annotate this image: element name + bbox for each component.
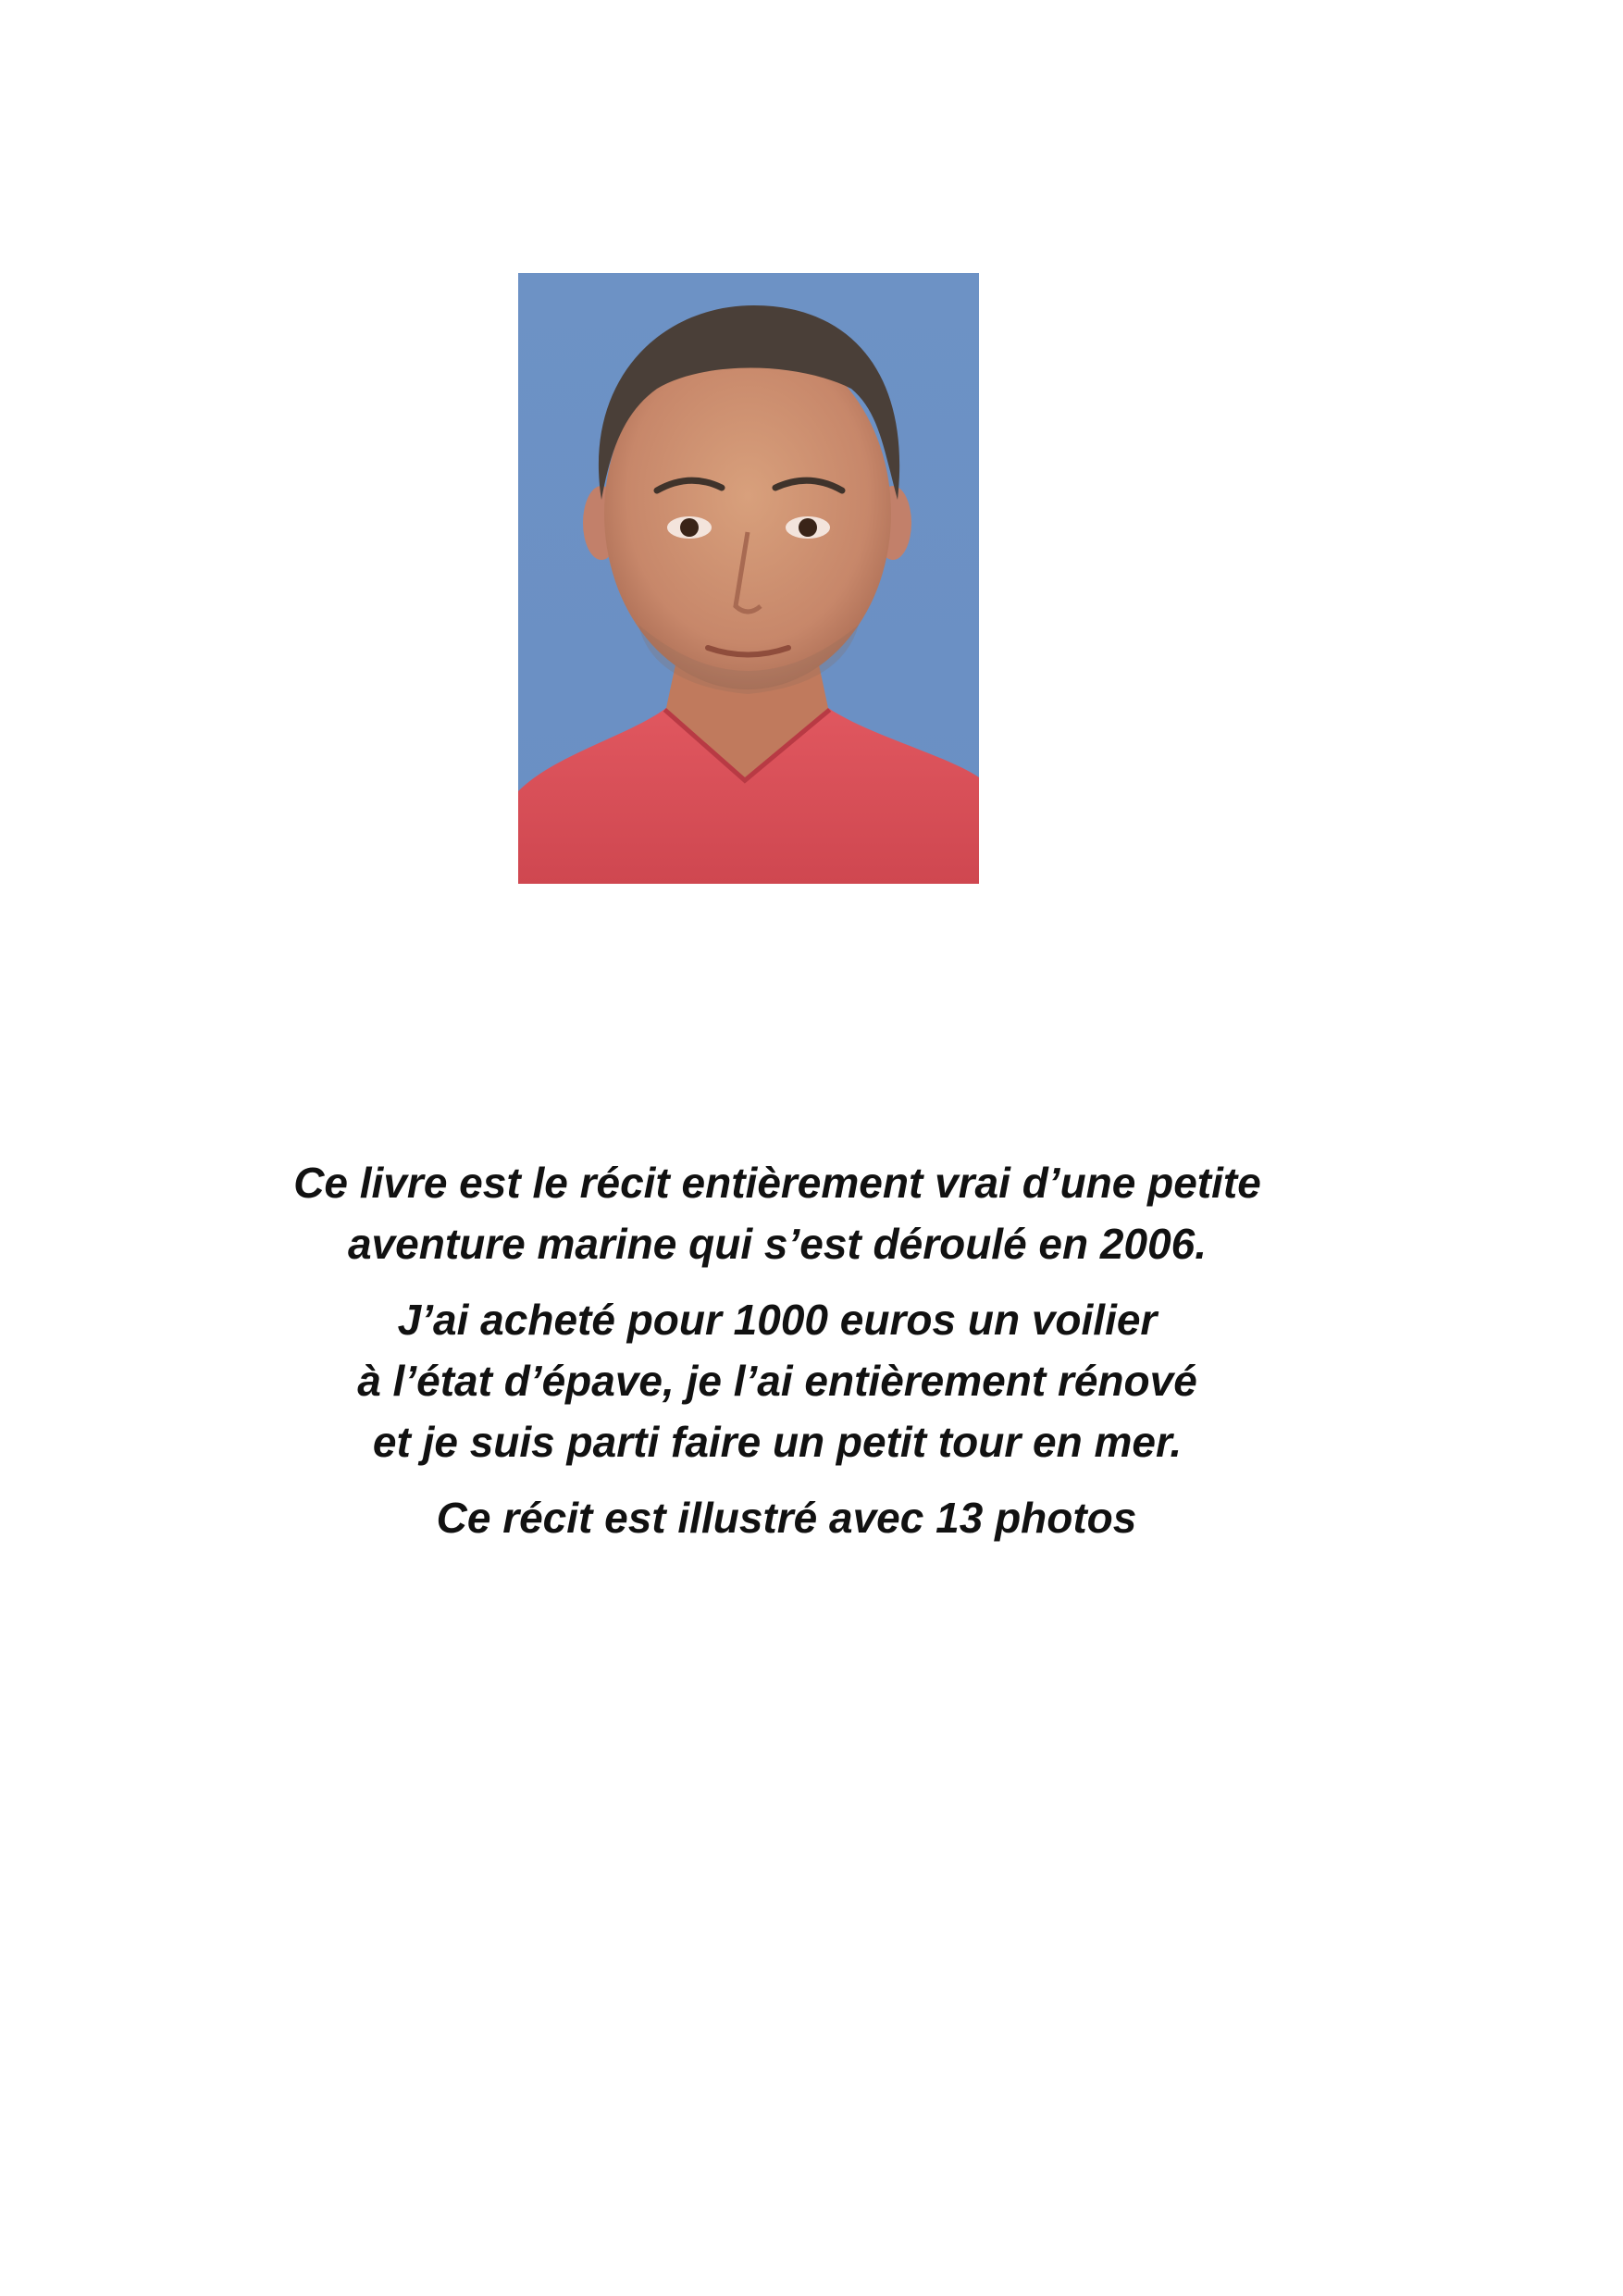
- text-line: à l’état d’épave, je l’ai entièrement rénové: [357, 1357, 1197, 1405]
- paragraph-photos: [130, 1487, 1425, 1548]
- text-line: J’ai acheté pour 1000 euros un voilier: [397, 1296, 1158, 1344]
- paragraph-intro: [130, 1152, 1425, 1274]
- text-line: Ce récit est illustré avec 13 photos: [436, 1494, 1137, 1542]
- author-portrait-photo: [518, 273, 979, 884]
- text-line: Ce livre est le récit entièrement vrai d’une petite: [293, 1159, 1261, 1207]
- text-line: aventure marine qui s’est déroulé en 2006.: [347, 1220, 1208, 1268]
- paragraph-story: [130, 1289, 1425, 1472]
- book-description: [130, 1152, 1425, 1548]
- text-line: et je suis parti faire un petit tour en mer.: [372, 1418, 1183, 1466]
